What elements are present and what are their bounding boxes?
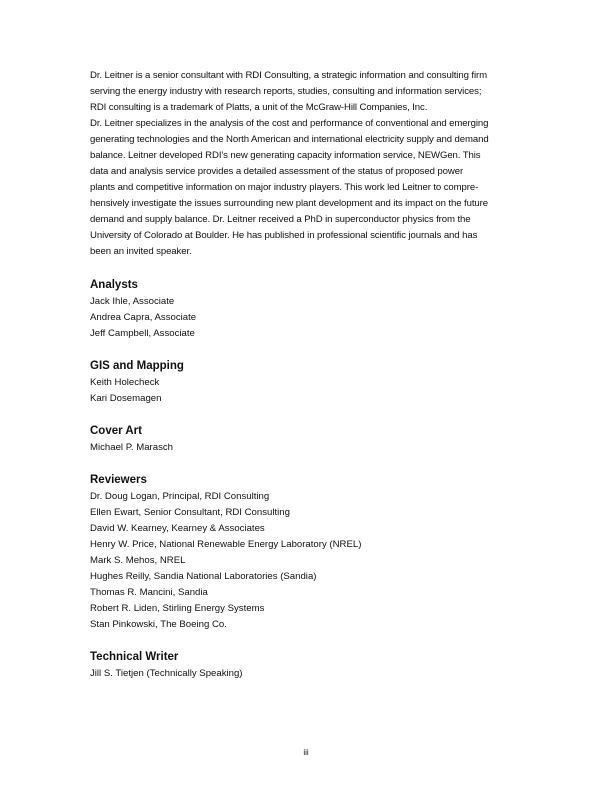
section-analysts (90, 277, 520, 342)
credit-item: Robert R. Liden, Stirling Energy Systems (90, 603, 265, 614)
section-heading: Analysts (90, 279, 138, 291)
credit-list (90, 375, 520, 407)
section-heading: Cover Art (90, 425, 142, 437)
credit-item: David W. Kearney, Kearney & Associates (90, 523, 265, 534)
credit-item: Thomas R. Mancini, Sandia (90, 587, 208, 598)
credit-item: Dr. Doug Logan, Principal, RDI Consulting (90, 491, 270, 502)
credit-list (90, 666, 520, 682)
credit-item: Ellen Ewart, Senior Consultant, RDI Consulting (90, 507, 290, 518)
bio-line: data and analysis service provides a detailed assessment of the status of proposed power (90, 166, 464, 177)
bio-line: been an invited speaker. (90, 246, 192, 257)
section-gis-mapping (90, 358, 520, 407)
section-technical-writer (90, 649, 520, 682)
bio-line: generating technologies and the North American and international electricity supply and demand (90, 134, 489, 145)
page-number: iii (303, 748, 309, 757)
credit-item: Jill S. Tietjen (Technically Speaking) (90, 668, 243, 679)
bio-line: RDI consulting is a trademark of Platts, a unit of the McGraw-Hill Companies, Inc. (90, 102, 428, 113)
credit-item: Stan Pinkowski, The Boeing Co. (90, 619, 227, 630)
credit-item: Michael P. Marasch (90, 442, 174, 453)
credit-list (90, 294, 520, 342)
bio-line: demand and supply balance. Dr. Leitner received a PhD in superconductor physics from the (90, 214, 471, 225)
credit-item: Mark S. Mehos, NREL (90, 555, 186, 566)
section-reviewers (90, 472, 520, 633)
credit-item: Jeff Campbell, Associate (90, 328, 195, 339)
credit-item: Jack Ihle, Associate (90, 296, 175, 307)
section-heading: Reviewers (90, 474, 147, 486)
credit-item: Hughes Reilly, Sandia National Laboratories (Sandia) (90, 571, 317, 582)
credit-item: Henry W. Price, National Renewable Energy Laboratory (NREL) (90, 539, 362, 550)
bio-line: plants and competitive information on major industry players. This work led Leitner to compre- (90, 182, 479, 193)
bio-paragraph (90, 68, 520, 260)
credit-item: Kari Dosemagen (90, 393, 162, 404)
section-cover-art (90, 423, 520, 456)
bio-line: Dr. Leitner specializes in the analysis of the cost and performance of conventional and emerging (90, 118, 489, 129)
credit-item: Keith Holecheck (90, 377, 160, 388)
document-page (90, 68, 520, 682)
section-heading: GIS and Mapping (90, 360, 184, 372)
section-heading: Technical Writer (90, 651, 179, 663)
credit-item: Andrea Capra, Associate (90, 312, 197, 323)
bio-line: Dr. Leitner is a senior consultant with RDI Consulting, a strategic information and consulting firm (90, 70, 487, 81)
bio-line: hensively investigate the issues surrounding new plant development and its impact on the future (90, 198, 488, 209)
credit-list (90, 489, 520, 633)
bio-line: balance. Leitner developed RDI's new generating capacity information service, NEWGen. This (90, 150, 481, 161)
bio-line: University of Colorado at Boulder. He has published in professional scientific journals and has (90, 230, 478, 241)
bio-line: serving the energy industry with research reports, studies, consulting and information services; (90, 86, 482, 97)
credit-list (90, 440, 520, 456)
